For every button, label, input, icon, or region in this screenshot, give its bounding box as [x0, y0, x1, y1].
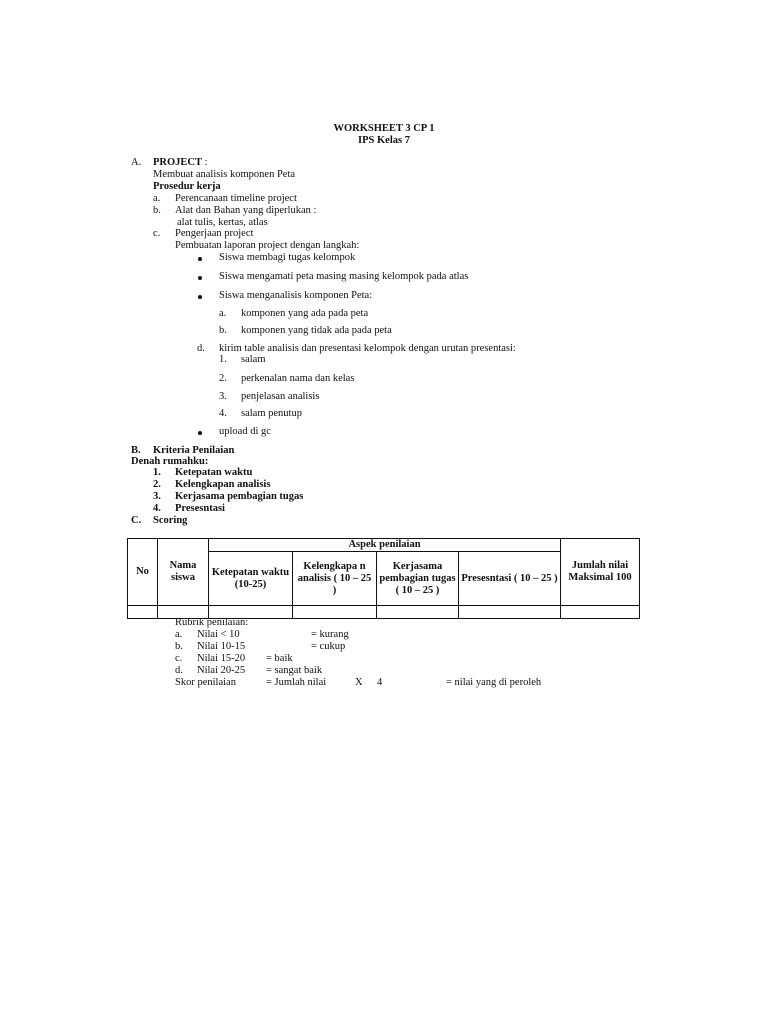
bullet-dot [198, 295, 202, 299]
criteria-num: 3. [153, 491, 161, 502]
section-b-title: Kriteria Penilaian [153, 445, 235, 456]
bullet-item: Siswa menganalisis komponen Peta: [219, 290, 373, 301]
bullet-dot [198, 431, 202, 435]
order-num: 3. [219, 391, 227, 402]
score-formula-factor: 4 [377, 677, 383, 688]
sub-item-text: komponen yang ada pada peta [241, 308, 369, 319]
rubric-title: Rubrik penilaian: [175, 617, 249, 628]
rubric-range: Nilai 10-15 [197, 641, 246, 652]
sub-item-text: komponen yang tidak ada pada peta [241, 325, 392, 336]
table-cell [377, 606, 459, 619]
table-cell [128, 606, 158, 619]
col-header-name: Nama siswa [158, 539, 209, 606]
step-a-text: Perencanaan timeline project [175, 193, 297, 204]
score-formula-result: = nilai yang di peroleh [446, 677, 542, 688]
aspect-kerjasama: Kerjasama pembagian tugas ( 10 – 25 ) [377, 552, 459, 606]
bullet-dot [198, 276, 202, 280]
col-header-total: Jumlah nilai Maksimal 100 [561, 539, 640, 606]
criteria-num: 1. [153, 467, 161, 478]
step-c-detail: Pembuatan laporan project dengan langkah: [175, 240, 360, 251]
aspect-ketepatan: Ketepatan waktu (10-25) [209, 552, 293, 606]
order-text: perkenalan nama dan kelas [241, 373, 355, 384]
final-bullet-item: upload di gc [219, 426, 271, 437]
section-a-heading [153, 157, 208, 169]
table-cell [561, 606, 640, 619]
section-a-title-suffix: : [202, 157, 208, 168]
criteria-text: Kelengkapan analisis [175, 479, 271, 490]
rubric-letter: c. [175, 653, 183, 664]
section-b-letter: B. [131, 445, 141, 456]
step-c-text: Pengerjaan project [175, 228, 254, 239]
table-cell [459, 606, 561, 619]
score-formula-label: Skor penilaian [175, 677, 236, 688]
rubric-letter: d. [175, 665, 183, 676]
order-num: 4. [219, 408, 227, 419]
bullet-item: Siswa membagi tugas kelompok [219, 252, 356, 263]
criteria-num: 4. [153, 503, 161, 514]
rubric-result: = sangat baik [266, 665, 323, 676]
bullet-dot [198, 257, 202, 261]
rubric-range: Nilai 15-20 [197, 653, 246, 664]
criteria-text: Presesntasi [175, 503, 225, 514]
bullet-item: Siswa mengamati peta masing masing kelompok pada atlas [219, 271, 469, 282]
section-b-subtitle: Denah rumahku: [131, 456, 209, 467]
step-b-text: Alat dan Bahan yang diperlukan : [175, 205, 317, 216]
section-a-title: PROJECT [153, 157, 203, 168]
criteria-num: 2. [153, 479, 161, 490]
aspect-header: Aspek penilaian [209, 539, 561, 552]
order-num: 1. [219, 354, 227, 365]
order-text: penjelasan analisis [241, 391, 320, 402]
step-b-detail: alat tulis, kertas, atlas [177, 217, 268, 228]
score-formula-equals: = Jumlah nilai [266, 677, 327, 688]
col-header-no: No [128, 539, 158, 606]
section-c-title: Scoring [153, 515, 188, 526]
sub-item-letter: a. [219, 308, 227, 319]
table-cell [293, 606, 377, 619]
rubric-range: Nilai < 10 [197, 629, 240, 640]
rubric-result: = cukup [311, 641, 346, 652]
section-c-letter: C. [131, 515, 142, 526]
criteria-text: Kerjasama pembagian tugas [175, 491, 304, 502]
rubric-letter: b. [175, 641, 183, 652]
order-text: salam [241, 354, 266, 365]
scoring-table [127, 538, 640, 619]
rubric-result: = baik [266, 653, 293, 664]
step-a-letter: a. [153, 193, 161, 204]
order-text: salam penutup [241, 408, 302, 419]
step-d-letter: d. [197, 343, 205, 354]
criteria-text: Ketepatan waktu [175, 467, 253, 478]
procedure-title: Prosedur kerja [153, 181, 221, 192]
worksheet-title: WORKSHEET 3 CP 1 [333, 123, 435, 134]
worksheet-subtitle: IPS Kelas 7 [358, 135, 410, 146]
aspect-presentasi: Presesntasi ( 10 – 25 ) [459, 552, 561, 606]
rubric-letter: a. [175, 629, 183, 640]
score-formula-times: X [355, 677, 363, 688]
step-b-letter: b. [153, 205, 161, 216]
sub-item-letter: b. [219, 325, 227, 336]
aspect-kelengkapan: Kelengkapa n analisis ( 10 – 25 ) [293, 552, 377, 606]
step-d-text: kirim table analisis dan presentasi kelompok dengan urutan presentasi: [219, 343, 516, 354]
step-c-letter: c. [153, 228, 161, 239]
section-a-letter: A. [131, 157, 142, 168]
order-num: 2. [219, 373, 227, 384]
section-a-description: Membuat analisis komponen Peta [153, 169, 296, 180]
rubric-result: = kurang [311, 629, 349, 640]
rubric-range: Nilai 20-25 [197, 665, 246, 676]
